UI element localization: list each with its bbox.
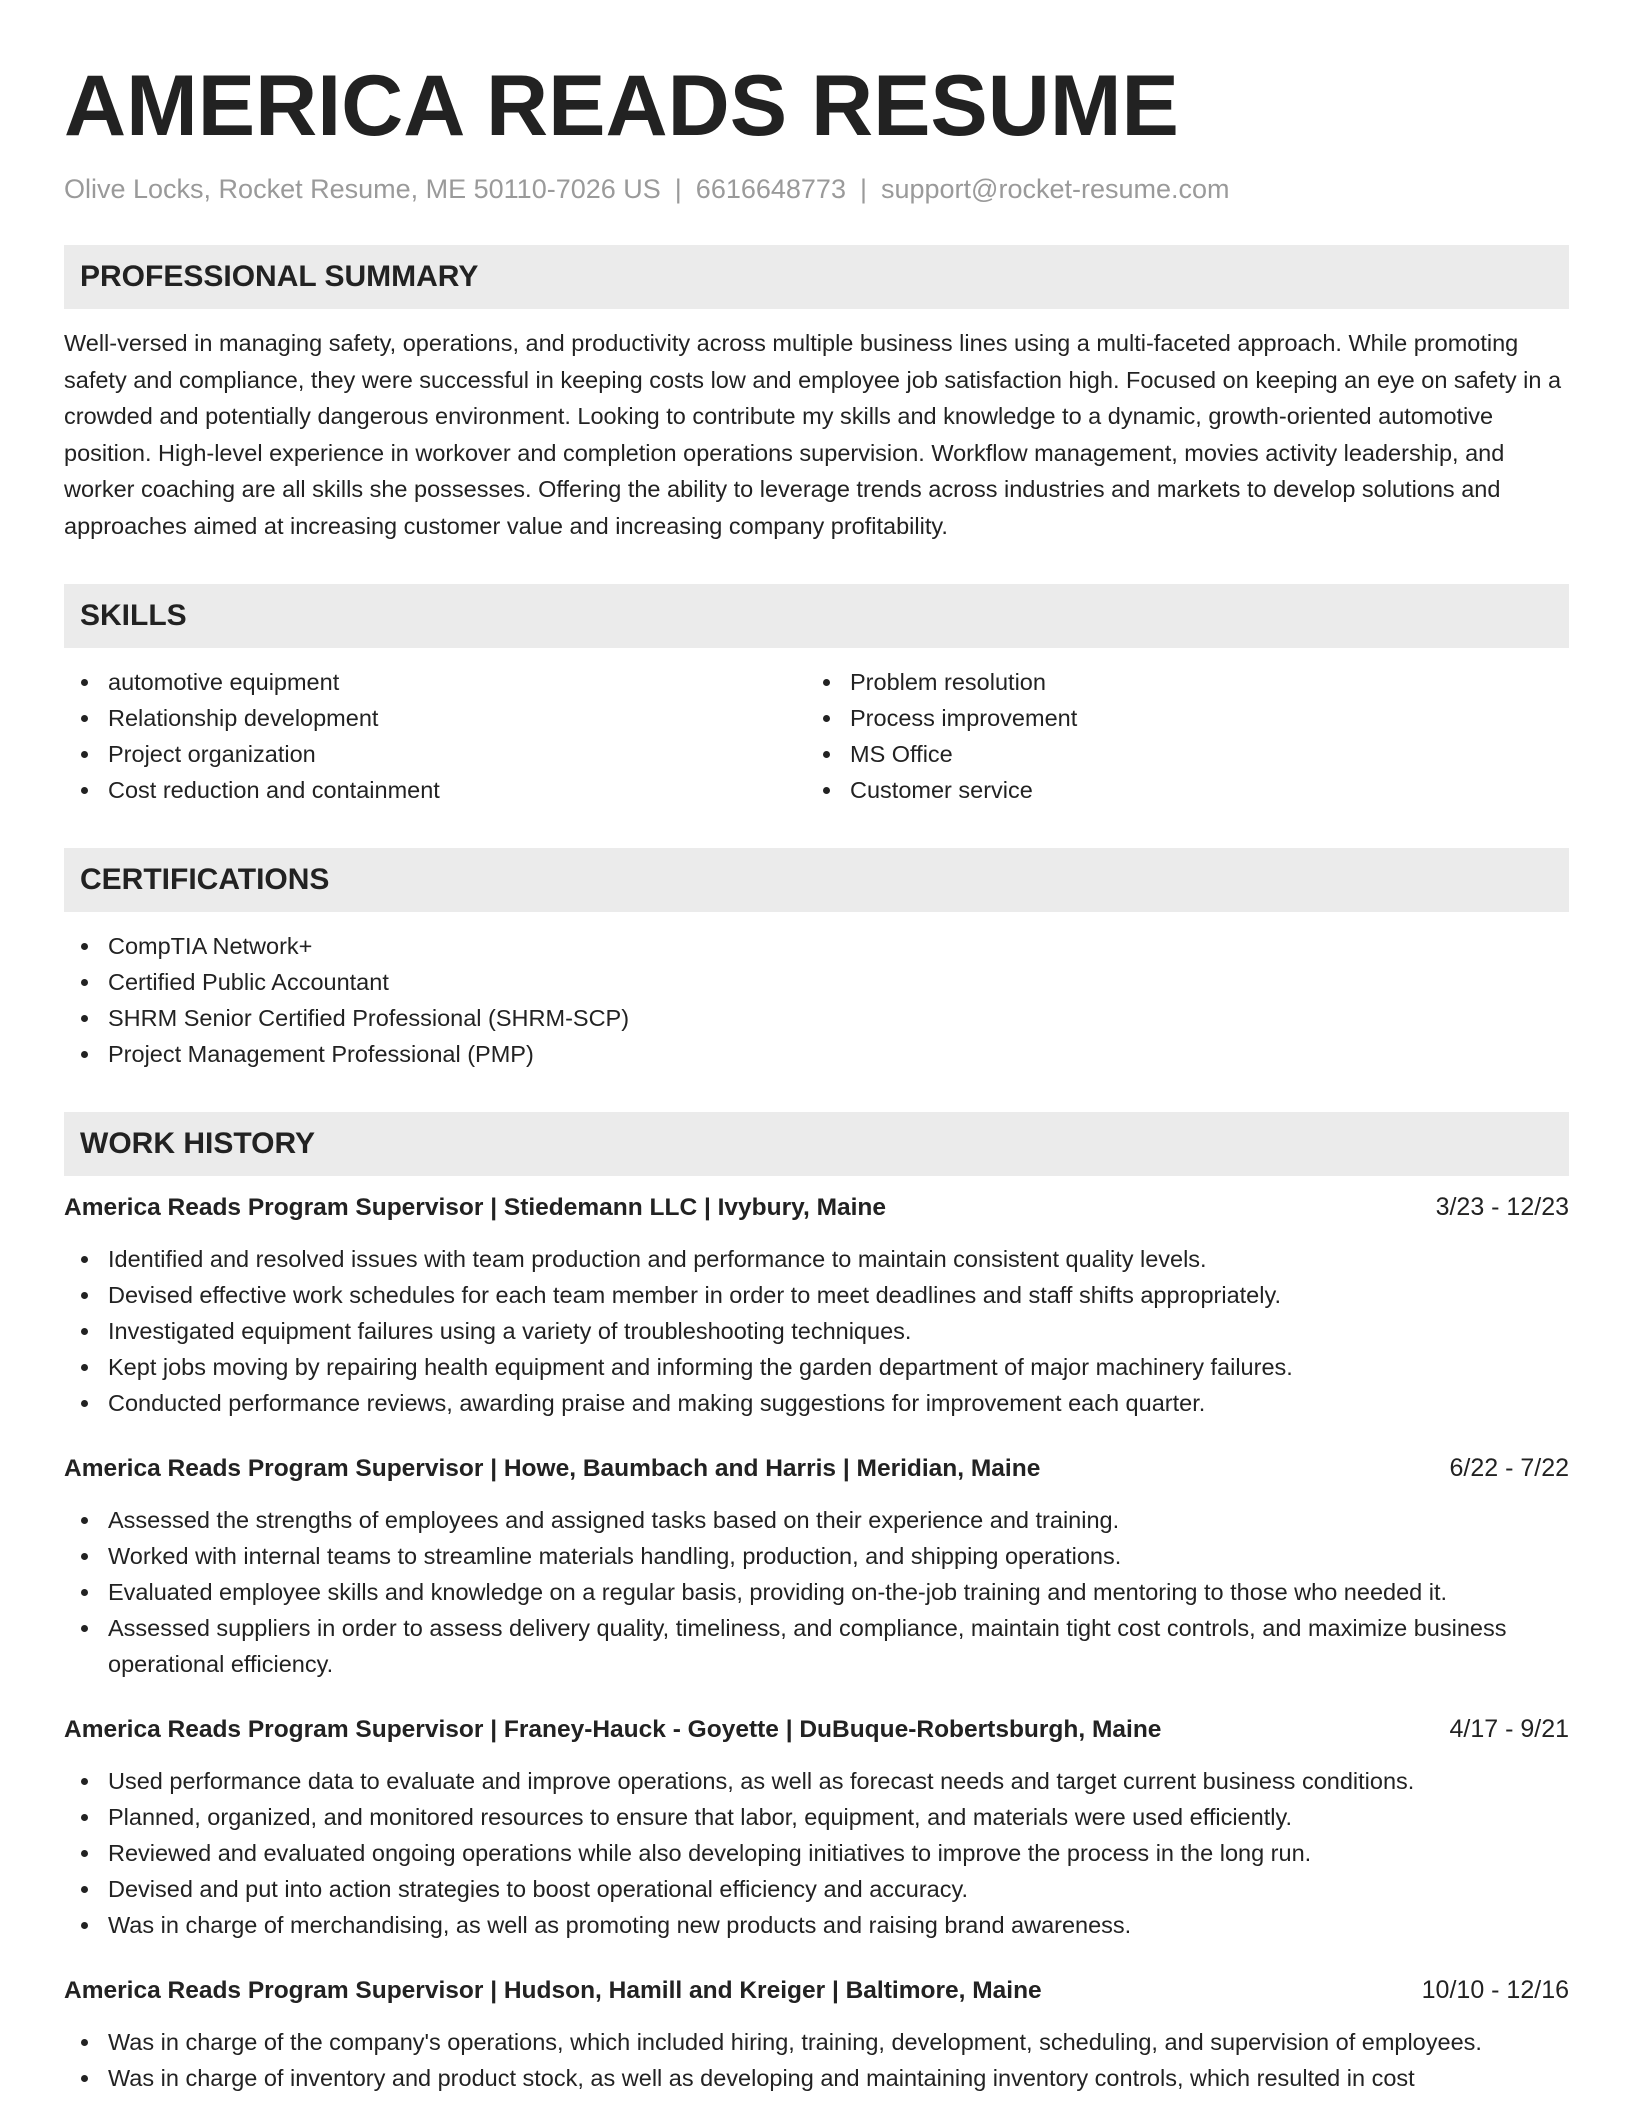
job-header: [64, 1451, 1569, 1486]
skill-item: Problem resolution: [850, 664, 1548, 700]
job-bullet: Was in charge of inventory and product stock, as well as developing and maintaining inventory controls, which resulted in cost: [108, 2060, 1569, 2096]
certifications-list: [64, 928, 1569, 1072]
job-bullets: [64, 1763, 1569, 1943]
contact-phone: 6616648773: [695, 174, 846, 204]
contact-address: Olive Locks, Rocket Resume, ME 50110-7026 US: [64, 174, 661, 204]
job-bullets: [64, 2024, 1569, 2096]
certification-item: Certified Public Accountant: [108, 964, 1569, 1000]
job-dates: 6/22 - 7/22: [1449, 1454, 1569, 1482]
job-bullet: Was in charge of the company's operations, which included hiring, training, development, scheduling, and supervision of employees.: [108, 2024, 1569, 2060]
job-dates: 10/10 - 12/16: [1421, 1976, 1569, 2004]
resume-content: [64, 54, 1569, 2096]
job-bullet: Evaluated employee skills and knowledge on a regular basis, providing on-the-job training and mentoring to those who needed it.: [108, 1574, 1569, 1610]
job-entry: [64, 1973, 1569, 2096]
skill-item: Project organization: [108, 736, 806, 772]
job-title: America Reads Program Supervisor | Stiedemann LLC | Ivybury, Maine: [64, 1194, 887, 1221]
certifications-heading: CERTIFICATIONS: [64, 848, 1569, 912]
job-title: America Reads Program Supervisor | Howe, Baumbach and Harris | Meridian, Maine: [64, 1455, 1041, 1482]
summary-heading: PROFESSIONAL SUMMARY: [64, 245, 1569, 309]
contact-separator: |: [674, 174, 682, 204]
job-entry: [64, 1712, 1569, 1943]
skills-heading: SKILLS: [64, 584, 1569, 648]
job-bullet: Used performance data to evaluate and improve operations, as well as forecast needs and target current business conditions.: [108, 1763, 1569, 1799]
job-title: America Reads Program Supervisor | Hudson, Hamill and Kreiger | Baltimore, Maine: [64, 1977, 1042, 2004]
job-header: [64, 1973, 1569, 2008]
job-title: America Reads Program Supervisor | Franey-Hauck - Goyette | DuBuque-Robertsburgh, Maine: [64, 1716, 1162, 1743]
job-bullet: Worked with internal teams to streamline materials handling, production, and shipping operations.: [108, 1538, 1569, 1574]
resume-title: AMERICA READS RESUME: [64, 58, 1179, 154]
certification-item: SHRM Senior Certified Professional (SHRM-SCP): [108, 1000, 1569, 1036]
job-bullets: [64, 1502, 1569, 1682]
job-bullet: Devised effective work schedules for each team member in order to meet deadlines and staff shifts appropriately.: [108, 1277, 1569, 1313]
job-bullet: Assessed the strengths of employees and assigned tasks based on their experience and training.: [108, 1502, 1569, 1538]
job-bullet: Reviewed and evaluated ongoing operations while also developing initiatives to improve the process in the long run.: [108, 1835, 1569, 1871]
certification-item: Project Management Professional (PMP): [108, 1036, 1569, 1072]
job-bullet: Planned, organized, and monitored resources to ensure that labor, equipment, and materials were used efficiently.: [108, 1799, 1569, 1835]
contact-separator: |: [859, 174, 867, 204]
job-dates: 3/23 - 12/23: [1435, 1193, 1569, 1221]
job-bullet: Kept jobs moving by repairing health equipment and informing the garden department of major machinery failures.: [108, 1349, 1569, 1385]
job-dates: 4/17 - 9/21: [1449, 1715, 1569, 1743]
skills-column-left: [64, 664, 806, 808]
job-bullet: Assessed suppliers in order to assess delivery quality, timeliness, and compliance, maintain tight cost controls, and maximize business operational efficiency.: [108, 1610, 1569, 1682]
work-history-heading: WORK HISTORY: [64, 1112, 1569, 1176]
skills-grid: [64, 664, 1569, 808]
certification-item: CompTIA Network+: [108, 928, 1569, 964]
skill-item: Relationship development: [108, 700, 806, 736]
job-bullet: Conducted performance reviews, awarding praise and making suggestions for improvement each quarter.: [108, 1385, 1569, 1421]
job-entry: [64, 1190, 1569, 1421]
skill-item: Customer service: [850, 772, 1548, 808]
summary-text: Well-versed in managing safety, operations, and productivity across multiple business lines using a multi-faceted approach. While promoting safety and compliance, they were successful in keeping costs low and employee job satisfaction high. Focused on keeping an eye on safety in a crowded and potentially dangerous environment. Looking to contribute my skills and knowledge to a dynamic, growth-oriented automotive position. High-level experience in workover and completion operations supervision. Workflow management, movies activity leadership, and worker coaching are all skills she possesses. Offering the ability to leverage trends across industries and markets to develop solutions and approaches aimed at increasing customer value and increasing company profitability.: [64, 330, 1562, 539]
job-bullet: Devised and put into action strategies to boost operational efficiency and accuracy.: [108, 1871, 1569, 1907]
skill-item: Cost reduction and containment: [108, 772, 806, 808]
skill-item: MS Office: [850, 736, 1548, 772]
skills-list-left: [64, 664, 806, 808]
job-entry: [64, 1451, 1569, 1682]
skills-list-right: [806, 664, 1548, 808]
job-bullets: [64, 1241, 1569, 1421]
contact-line: [64, 174, 1569, 205]
skill-item: Process improvement: [850, 700, 1548, 736]
job-bullet: Investigated equipment failures using a variety of troubleshooting techniques.: [108, 1313, 1569, 1349]
job-header: [64, 1190, 1569, 1225]
job-bullet: Identified and resolved issues with team production and performance to maintain consistent quality levels.: [108, 1241, 1569, 1277]
job-bullet: Was in charge of merchandising, as well as promoting new products and raising brand awareness.: [108, 1907, 1569, 1943]
job-header: [64, 1712, 1569, 1747]
contact-email[interactable]: support@rocket-resume.com: [880, 174, 1230, 204]
skill-item: automotive equipment: [108, 664, 806, 700]
skills-column-right: [806, 664, 1548, 808]
